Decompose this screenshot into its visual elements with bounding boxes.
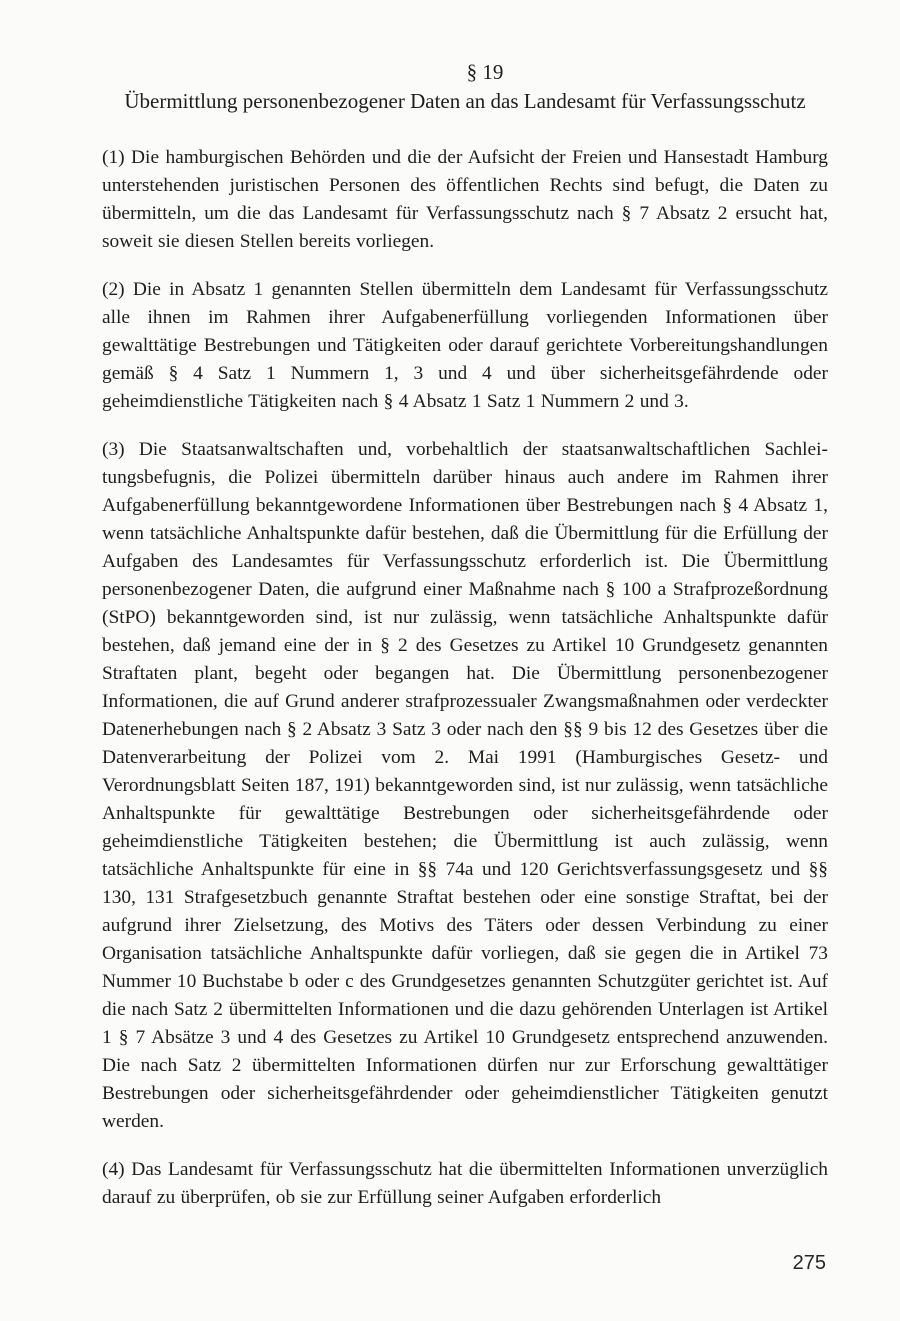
section-number: § 19 xyxy=(466,60,504,84)
paragraph-2: (2) Die in Absatz 1 genannten Stellen übermitteln dem Landesamt für Verfassungsschutz alle ihnen im Rahmen ihrer Aufgabenerfüllung vorliegenden Informationen über gewalttätige Bestrebungen und Tätigkeiten oder darauf gerichtete Vorbereitungshandlungen gemäß § 4 Satz 1 Nummern 1, 3 und 4 und über sicherheitsgefährdende oder geheimdienstliche Tätigkeiten nach § 4 Absatz 1 Satz 1 Nummern 2 und 3. xyxy=(102,279,828,412)
paragraph-3: (3) Die Staatsanwaltschaften und, vorbehaltlich der staatsanwaltschaftlichen Sachleitungsbefugnis, die Polizei übermitteln darüber hinaus auch andere im Rahmen ihrer Aufgabenerfüllung bekanntgewordene Informationen über Bestrebungen nach § 4 Absatz 1, wenn tatsächliche Anhaltspunkte dafür bestehen, daß die Übermittlung für die Erfüllung der Aufgaben des Landesamtes für Verfassungsschutz erforderlich ist. Die Übermittlung personenbezogener Daten, die aufgrund einer Maßnahme nach § 100 a Strafprozeßordnung (StPO) bekanntgeworden sind, ist nur zulässig, wenn tatsächliche Anhaltspunkte dafür bestehen, daß jemand eine der in § 2 des Gesetzes zu Artikel 10 Grundgesetz genannten Straftaten plant, begeht oder begangen hat. Die Übermittlung personenbezogener Informationen, die auf Grund anderer strafprozessualer Zwangsmaßnahmen oder verdeckter Datenerhebungen nach § 2 Absatz 3 Satz 3 oder nach den §§ 9 bis 12 des Gesetzes über die Datenverarbeitung der Polizei vom 2. Mai 1991 (Hamburgisches Gesetz- und Verordnungsblatt Seiten 187, 191) bekanntgeworden sind, ist nur zulässig, wenn tatsächliche Anhaltspunkte für gewalttätige Bestrebungen oder sicherheitsgefährdende oder geheimdienstliche Tätigkeiten bestehen; die Übermittlung ist auch zulässig, wenn tatsächliche Anhaltspunkte für eine in §§ 74a und 120 Gerichtsverfassungsgesetz und §§ 130, 131 Strafgesetzbuch genannte Straftat bestehen oder eine sonstige Straftat, bei der aufgrund ihrer Zielsetzung, des Motivs des Täters oder dessen Verbindung zu einer Organisation tatsächliche Anhaltspunkte dafür vorliegen, daß sie gegen die in Artikel 73 Nummer 10 Buchstabe b oder c des Grundgesetzes genannten Schutzgüter gerichtet ist. Auf die nach Satz 2 übermittelten Informationen und die dazu gehörenden Unterlagen ist Artikel 1 § 7 Absätze 3 und 4 des Gesetzes zu Artikel 10 Grundgesetz entsprechend anzuwenden. Die nach Satz 2 übermittelten Informationen dürfen nur zur Erforschung gewalttätiger Bestrebungen oder sicherheitsgefährdender oder geheimdienstlicher Tätigkeiten genutzt werden. xyxy=(102,439,828,1132)
page-number: 275 xyxy=(792,1252,826,1274)
section-title: Übermittlung personenbezogener Daten an das Landesamt für Verfassungsschutz xyxy=(124,89,806,113)
paragraph-4: (4) Das Landesamt für Verfassungsschutz hat die übermittelten Informationen unverzüglich darauf zu überprüfen, ob sie zur Erfüllung seiner Aufgaben erforderlich xyxy=(102,1159,828,1208)
section-heading xyxy=(100,58,830,116)
body-text xyxy=(102,144,828,1232)
paragraph-1: (1) Die hamburgischen Behörden und die der Aufsicht der Freien und Hansestadt Hamburg unterstehenden juristischen Personen des öffentlichen Rechts sind befugt, die Daten zu übermitteln, um die das Landesamt für Verfassungsschutz nach § 7 Absatz 2 ersucht hat, soweit sie diesen Stellen bereits vorliegen. xyxy=(102,147,828,252)
